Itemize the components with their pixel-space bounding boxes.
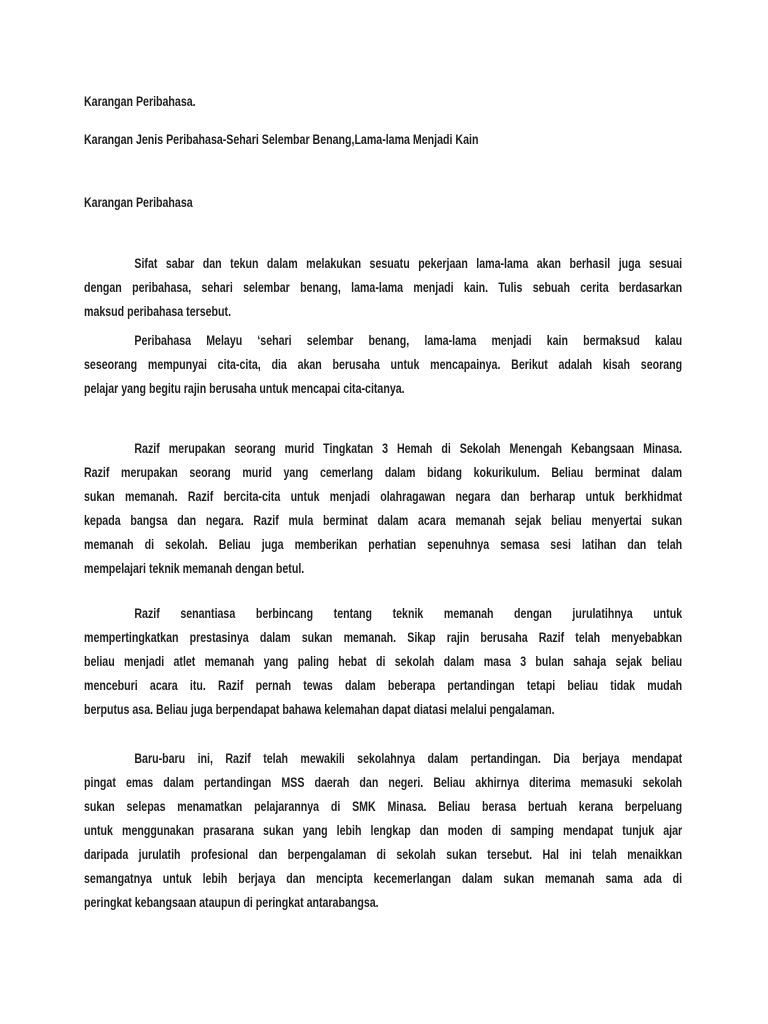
document-text-column: [84, 90, 682, 915]
paragraph-line: seseorang mempunyai cita-cita, dia akan berusaha untuk mencapainya. Berikut adalah kisah seorang: [84, 357, 683, 372]
paragraph-line: Razif senantiasa berbincang tentang teknik memanah dengan jurulatihnya untuk: [134, 606, 683, 621]
paragraph-line: berputus asa. Beliau juga berpendapat bahawa kelemahan dapat diatasi melalui pengalaman.: [84, 702, 555, 717]
paragraph-line: kepada bangsa dan negara. Razif mula berminat dalam acara memanah sejak beliau menyertai sukan: [84, 513, 683, 528]
paragraph-line: mempelajari teknik memanah dengan betul.: [84, 561, 305, 576]
paragraph-line: Razif merupakan seorang murid Tingkatan 3 Hemah di Sekolah Menengah Kebangsaan Minasa.: [134, 441, 683, 456]
doc-title: Karangan Peribahasa.: [84, 94, 196, 109]
paragraph-line: daripada jurulatih profesional dan berpengalaman di sekolah sukan tersebut. Hal ini telah menaikkan: [84, 847, 683, 862]
paragraph-line: pingat emas dalam pertandingan MSS daerah dan negeri. Beliau akhirnya diterima memasuki sekolah: [84, 775, 683, 790]
paragraph-achievement: [84, 747, 682, 915]
paragraph-line: Sifat sabar dan tekun dalam melakukan sesuatu pekerjaan lama-lama akan berhasil juga sesuai: [134, 256, 683, 271]
paragraph-line: pelajar yang begitu rajin berusaha untuk mencapai cita-citanya.: [84, 381, 405, 396]
paragraph-line: menceburi acara itu. Razif pernah tewas dalam beberapa pertandingan tetapi beliau tidak mudah: [84, 678, 683, 693]
paragraph-meaning: [84, 329, 682, 401]
paragraph-line: Baru-baru ini, Razif telah mewakili sekolahnya dalam pertandingan. Dia berjaya mendapat: [134, 751, 683, 766]
doc-subtitle: Karangan Jenis Peribahasa-Sehari Selembar Benang,Lama-lama Menjadi Kain: [84, 132, 479, 147]
doc-section-heading: Karangan Peribahasa: [84, 195, 193, 210]
paragraph-razif-background: [84, 437, 682, 581]
paragraph-line: maksud peribahasa tersebut.: [84, 304, 232, 319]
paragraph-line: mempertingkatkan prestasinya dalam sukan memanah. Sikap rajin berusaha Razif telah menyebabkan: [84, 630, 683, 645]
paragraph-line: sukan selepas menamatkan pelajarannya di SMK Minasa. Beliau berasa bertuah kerana berpeluang: [84, 799, 683, 814]
paragraph-training: [84, 602, 682, 722]
paragraph-line: untuk menggunakan prasarana sukan yang lebih lengkap dan moden di samping mendapat tunjuk ajar: [84, 823, 683, 838]
paragraph-line: semangatnya untuk lebih berjaya dan mencipta kecemerlangan dalam sukan memanah sama ada di: [84, 871, 683, 886]
paragraph-line: Razif merupakan seorang murid yang cemerlang dalam bidang kokurikulum. Beliau berminat dalam: [84, 465, 683, 480]
paragraph-intro: [84, 252, 682, 324]
paragraph-line: dengan peribahasa, sehari selembar benang, lama-lama menjadi kain. Tulis sebuah cerita berdasarkan: [84, 280, 683, 295]
paragraph-line: memanah di sekolah. Beliau juga memberikan perhatian sepenuhnya semasa sesi latihan dan telah: [84, 537, 683, 552]
paragraph-line: Peribahasa Melayu ‘sehari selembar benang, lama-lama menjadi kain bermaksud kalau: [134, 333, 683, 348]
paragraph-line: beliau menjadi atlet memanah yang paling hebat di sekolah dalam masa 3 bulan sahaja sejak beliau: [84, 654, 683, 669]
paragraph-line: peringkat kebangsaan ataupun di peringkat antarabangsa.: [84, 895, 379, 910]
paragraph-line: sukan memanah. Razif bercita-cita untuk menjadi olahragawan negara dan berharap untuk berkhidmat: [84, 489, 683, 504]
